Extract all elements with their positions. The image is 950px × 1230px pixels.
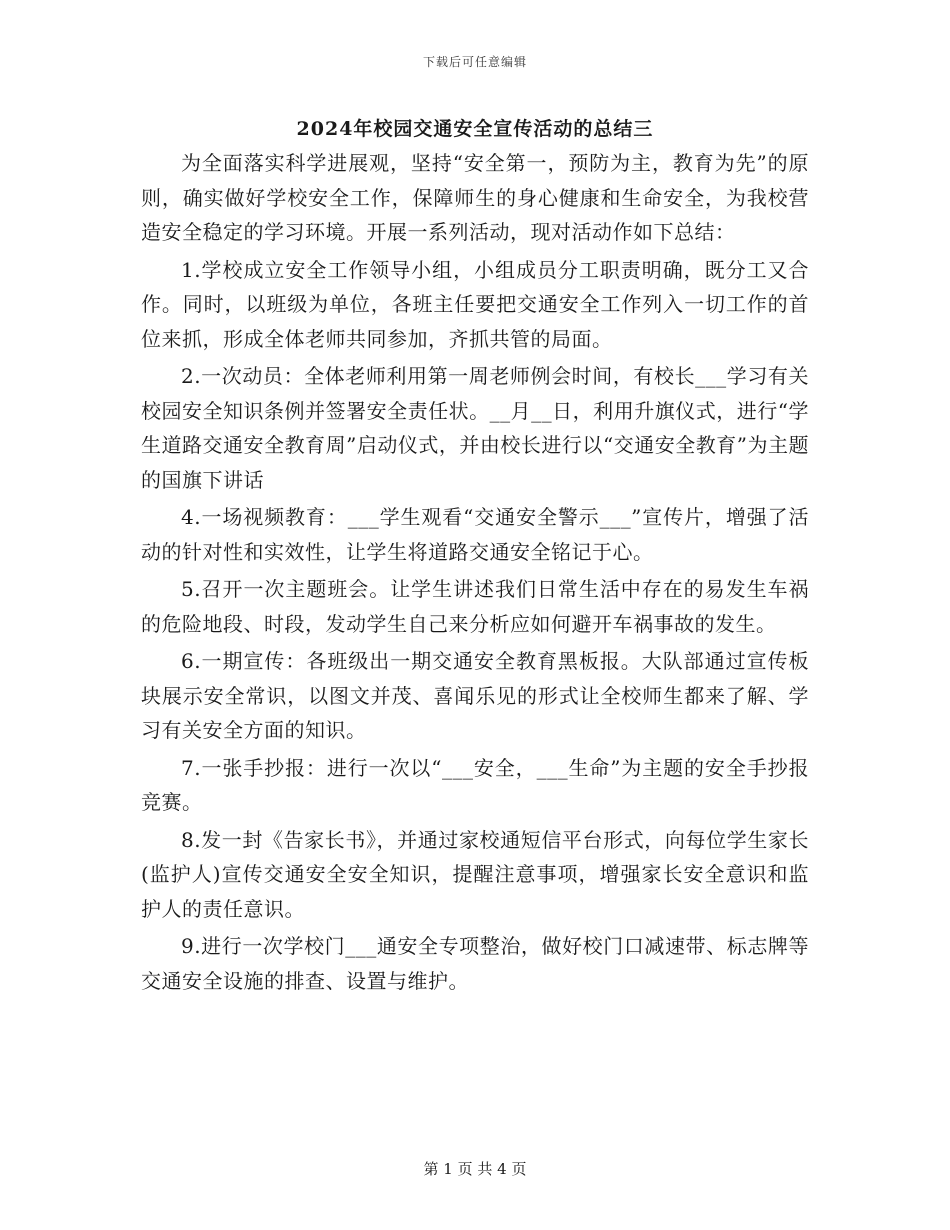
- header-note: 下载后可任意编辑: [422, 55, 527, 69]
- paragraph-item-4: 4.一场视频教育：___学生观看“交通安全警示___”宣传片，增强了活动的针对性和实效性，让学生将道路交通安全铭记于心。: [141, 505, 809, 564]
- paragraph-item-8: 8.发一封《告家长书》，并通过家校通短信平台形式，向每位学生家长(监护人)宣传交通安全安全知识，提醒注意事项，增强家长安全意识和监护人的责任意识。: [141, 827, 809, 921]
- paragraph-intro: 为全面落实科学进展观，坚持“安全第一，预防为主，教育为先”的原则，确实做好学校安全工作，保障师生的身心健康和生命安全，为我校营造安全稳定的学习环境。开展一系列活动，现对活动作如下总结：: [141, 151, 809, 244]
- document-body: [141, 146, 809, 1001]
- document-title: 2024年校园交通安全宣传活动的总结三: [296, 118, 654, 140]
- paragraph-item-6: 6.一期宣传：各班级出一期交通安全教育黑板报。大队部通过宣传板块展示安全常识，以图文并茂、喜闻乐见的形式让全校师生都来了解、学习有关安全方面的知识。: [141, 649, 809, 742]
- paragraph-item-2: 2.一次动员：全体老师利用第一周老师例会时间，有校长___学习有关校园安全知识条例并签署安全责任状。__月__日，利用升旗仪式，进行“学生道路交通安全教育周”启动仪式，并由校长进行以“交通安全教育”为主题的国旗下讲话: [141, 364, 809, 492]
- paragraph-item-1: 1.学校成立安全工作领导小组，小组成员分工职责明确，既分工又合作。同时，以班级为单位，各班主任要把交通安全工作列入一切工作的首位来抓，形成全体老师共同参加，齐抓共管的局面。: [141, 257, 809, 351]
- paragraph-item-9: 9.进行一次学校门___通安全专项整治，做好校门口减速带、标志牌等交通安全设施的排查、设置与维护。: [141, 934, 809, 993]
- page-footer: 第 1 页 共 4 页: [423, 1160, 527, 1178]
- paragraph-item-5: 5.召开一次主题班会。让学生讲述我们日常生活中存在的易发生车祸的危险地段、时段，发动学生自己来分析应如何避开车祸事故的发生。: [141, 577, 809, 636]
- paragraph-item-7: 7.一张手抄报：进行一次以“___安全，___生命”为主题的安全手抄报竞赛。: [141, 755, 809, 814]
